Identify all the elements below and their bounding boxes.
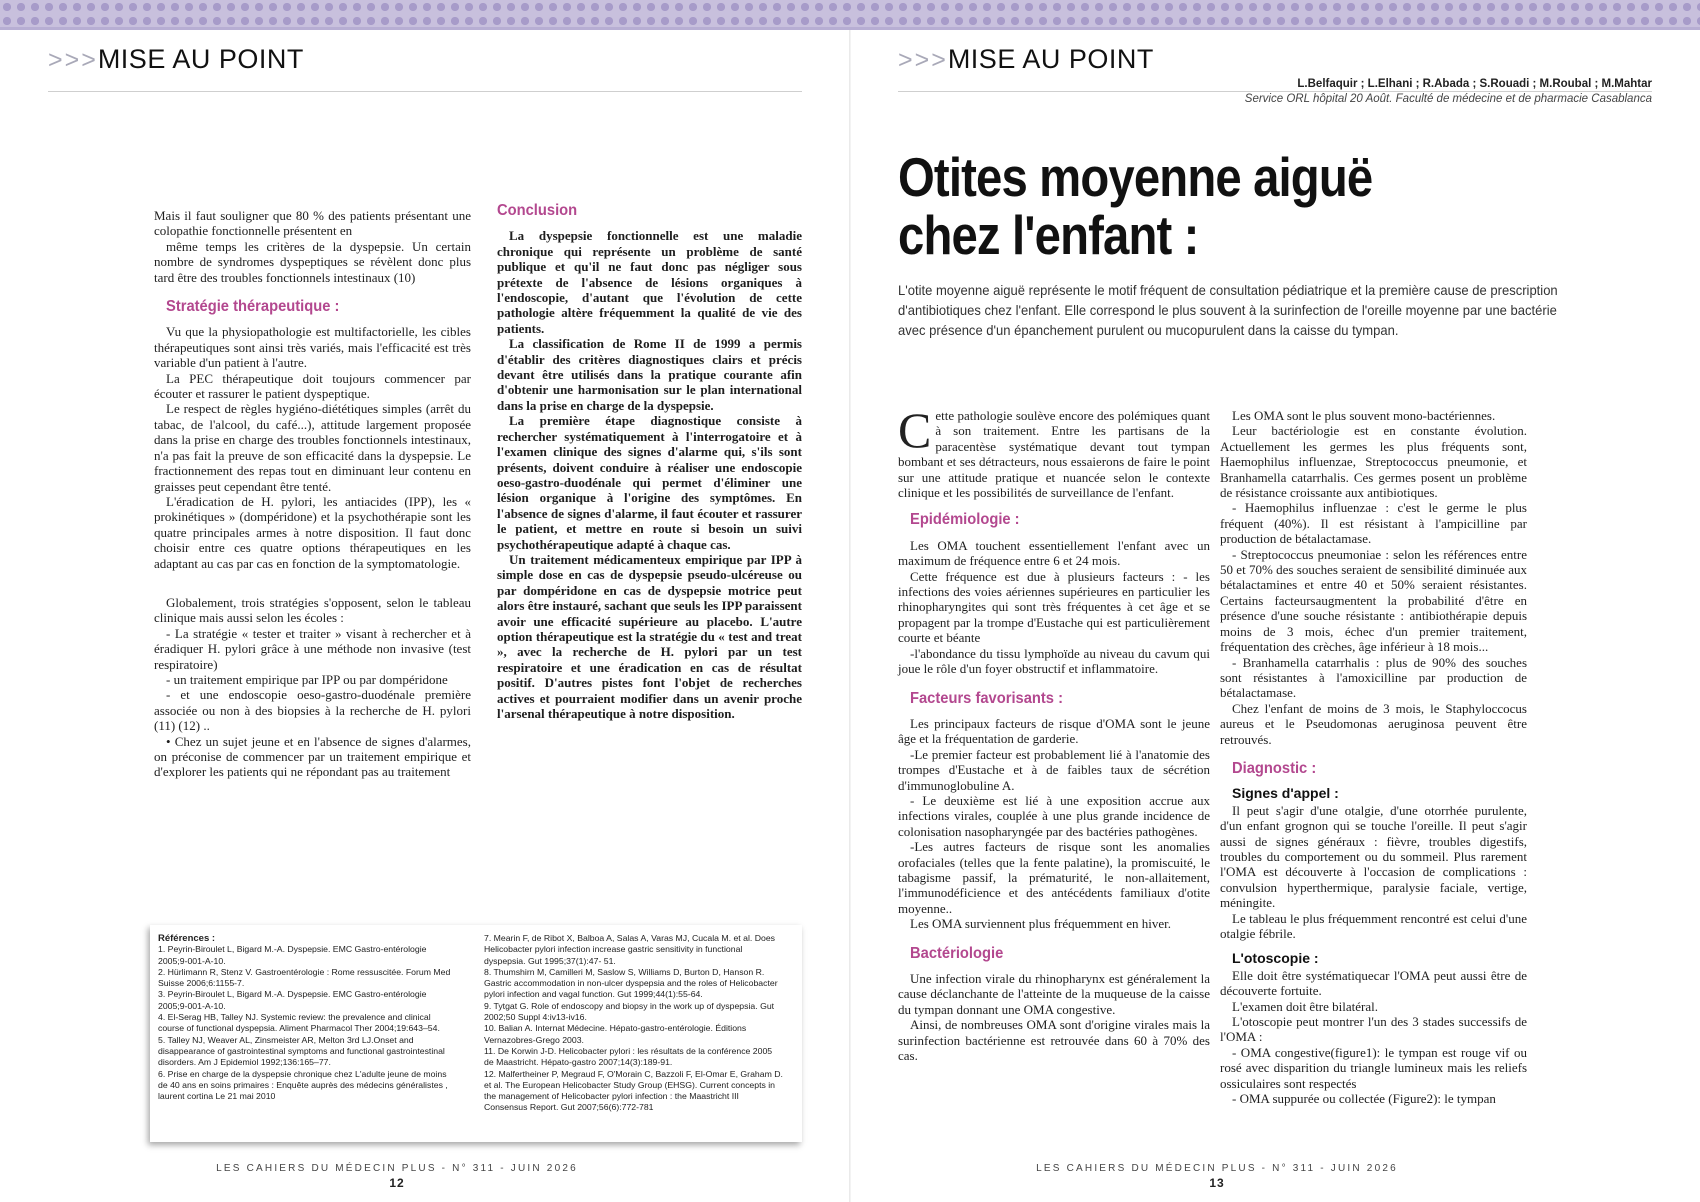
reference-item: 5. Talley NJ, Weaver AL, Zinsmeister AR, Melton 3rd LJ.Onset and disappearance of gastrointestinal symptoms and functional gastrointestinal disorders. Am J Epidemiol 1992;136:165–77. xyxy=(158,1034,445,1068)
paragraph: Un traitement médicamenteux empirique par IPP à simple dose en cas de dyspepsie pseudo-ulcéreuse ou par dompéridone en cas de dyspepsie motrice peut alors être instauré, sachant que seuls les IPP paraissent avoir une efficacité supérieure au placebo. L'autre option thérapeutique est la stratégie du « test and treat », avec la recherche de H. pylori par un test respiratoire et une éradication en cas de résultat positif. D'autres pistes font l'objet de recherches actives et pourraient modifier dans un avenir proche l'arsenal thérapeutique à notre disposition. xyxy=(497,551,802,721)
paragraph: La première étape diagnostique consiste à rechercher systématiquement à l'interrogatoire et à l'examen clinique des signes d'alarme qui, s'ils sont présents, doivent conduire à réaliser une endoscopie oeso-gastro-duodénale qui permet d'éliminer une lésion organique à l'origine des symptômes. En l'absence de signes d'alarme, il faut écouter et rassurer le patient, et mettre en route si besoin un suivi psychothérapeutique adapté à chaque cas. xyxy=(497,413,802,552)
paragraph: L'examen doit être bilatéral. xyxy=(1232,998,1378,1014)
reference-item: 4. El-Serag HB, Talley NJ. Systemic review: the prevalence and clinical course of functional dyspepsia. Aliment Pharmacol Ther 2004;19:643–54. xyxy=(158,1012,440,1034)
title-line: Otites moyenne aiguë xyxy=(898,146,1373,208)
paragraph: - La stratégie « tester et traiter » visant à rechercher et à éradiquer H. pylori grâce à une méthode non invasive (test respiratoire) xyxy=(154,625,471,672)
paragraph: Les OMA surviennent plus fréquemment en hiver. xyxy=(910,916,1172,932)
article-title xyxy=(898,148,1552,264)
page-footer xyxy=(0,1163,822,1190)
heading-otoscopie: L'otoscopie : xyxy=(1232,950,1319,967)
intro-text: ette pathologie soulève encore des polémiques quant à son traitement. Entre les partisans de la paracentèse systématique devant tout tympan bombant et ses détracteurs, nous essaierons de faire le point sur une attitude pratique et nuancée selon le contexte clinique et les possibilités de surveillance de l'enfant. xyxy=(898,408,1210,501)
paragraph: L'éradication de H. pylori, les antiacides (IPP), les « prokinétiques » (dompéridone) et la psychothérapie sont les quatre principales armes à notre disposition. Il faut donc choisir entre ces quatre options thérapeutiques en les adaptant au cas par cas en fonction de la symptomatologie. xyxy=(154,493,471,571)
left-page xyxy=(0,30,850,1202)
arrows-decoration: >>> xyxy=(48,46,98,74)
heading-epidemiologie: Epidémiologie : xyxy=(910,511,1020,529)
paragraph: - Le deuxième est lié à une exposition accrue aux infections virales, couplée à une plus grande incidence de colonisation nasopharyngée par des bactéries pathogènes. xyxy=(898,792,1210,839)
page-footer xyxy=(792,1163,1642,1190)
paragraph: • Chez un sujet jeune et en l'absence de signes d'alarmes, on préconise de commencer par un traitement empirique et d'explorer les patients qui ne répondant pas au traitement xyxy=(154,733,471,780)
paragraph: Globalement, trois stratégies s'opposent, selon le tableau clinique mais aussi selon les écoles : xyxy=(154,594,471,626)
paragraph: - Streptococcus pneumoniae : selon les références entre 50 et 70% des souches seraient de sensibilité diminuée aux bétalactamines et entre 40 et 50% seraient résistantes. Certains facteursaugmentent la probabilité d'être en présence d'une souche résistante : antibiothérapie depuis moins de 3 mois, échec d'un premier traitement, fréquentation des crèches, âge inférieur à 18 mois... xyxy=(1220,546,1527,655)
heading-signes-appel: Signes d'appel : xyxy=(1232,785,1339,802)
arrows-decoration: >>> xyxy=(898,46,948,74)
authors: L.Belfaquir ; L.Elhani ; R.Abada ; S.Rouadi ; M.Roubal ; M.Mahtar xyxy=(1297,78,1652,90)
reference-item: 10. Balian A. Internat Médecine. Hépato-gastro-entérologie. Éditions Vernazobres-Grego 2003. xyxy=(484,1023,747,1045)
references-box xyxy=(150,925,802,1142)
page-number: 12 xyxy=(389,1176,405,1190)
reference-item: 7. Mearin F, de Ribot X, Balboa A, Salas A, Varas MJ, Cucala M. et al. Does Helicobacter pylori infection increase gastric sensitivity in functional dyspepsia. Gut 1995;37(1):47- 51. xyxy=(484,933,776,966)
paragraph: -Le premier facteur est probablement lié à l'anatomie des trompes d'Eustache et à de faibles taux de sécrétion d'immunoglobuline A. xyxy=(898,746,1210,793)
section-label: MISE AU POINT xyxy=(947,44,1154,74)
references-left-column xyxy=(158,933,458,1102)
paragraph: Ainsi, de nombreuses OMA sont d'origine virales mais la surinfection bactérienne est retrouvée dans 60 à 70% des cas. xyxy=(898,1017,1210,1064)
right-column-2 xyxy=(1220,408,1527,1106)
paragraph: - Haemophilus influenzae : c'est le germe le plus fréquent (40%). Il est résistant à l'ampicilline par production de bétalactamase. xyxy=(1220,500,1527,547)
decorative-top-band xyxy=(0,0,1700,30)
paragraph: Elle doit être systématiquecar l'OMA peut aussi être de découverte fortuite. xyxy=(1220,967,1527,999)
magazine-name: LES CAHIERS DU MÉDECIN PLUS - N° 311 - JUIN 2026 xyxy=(216,1163,578,1174)
paragraph: Vu que la physiopathologie est multifactorielle, les cibles thérapeutiques sont ainsi très variés, mais l'efficacité est très variable d'un patient à l'autre. xyxy=(154,324,471,371)
paragraph: -l'abondance du tissu lymphoïde au niveau du cavum qui joue le rôle d'un foyer obstructif et inflammatoire. xyxy=(898,645,1210,677)
paragraph: Le tableau le plus fréquemment rencontré est celui d'une otalgie fébrile. xyxy=(1220,910,1527,941)
section-header xyxy=(48,44,802,92)
left-column-1 xyxy=(154,208,471,780)
paragraph: Une infection virale du rhinopharynx est généralement la cause déclanchante de l'atteinte de la muqueuse de la caisse du tympan donnant une OMA congestive. xyxy=(898,971,1210,1017)
heading-bacteriologie: Bactériologie xyxy=(910,944,1004,962)
paragraph: L'otoscopie peut montrer l'un des 3 stades successifs de l'OMA : xyxy=(1220,1014,1527,1045)
drop-cap: C xyxy=(898,402,932,458)
intro-paragraph xyxy=(898,402,1210,501)
lead-paragraph: L'otite moyenne aiguë représente le motif fréquent de consultation pédiatrique et la première cause de prescription d'antibiotiques chez l'enfant. Elle correspond le plus souvent à la surinfection de l'oreille moyenne par une bactérie avec présence d'un épanchement purulent ou mucopurulent dans la caisse du tympan. xyxy=(898,282,1558,338)
section-label: MISE AU POINT xyxy=(97,44,304,74)
paragraph: - OMA suppurée ou collectée (Figure2): le tympan xyxy=(1232,1091,1496,1107)
paragraph: Mais il faut souligner que 80 % des patients présentant une colopathie fonctionnelle présentent en xyxy=(154,208,471,239)
right-column-1 xyxy=(898,402,1210,1064)
paragraph: Cette fréquence est due à plusieurs facteurs : - les infections des voies aériennes supérieures en particulier les rhinopharyngites qui sont très fréquentes à cet âge et se propagent par la trompe d'Eustache qui est particulièrement courte et béante xyxy=(898,568,1210,646)
reference-item: 11. De Korwin J-D. Helicobacter pylori : les résultats de la conférence 2005 de Maastricht. Hépato-gastro 2007;14(3):189-91. xyxy=(484,1045,773,1068)
paragraph: même temps les critères de la dyspepsie. Un certain nombre de syndromes dyspeptiques se révèlent donc plus tard être des troubles fonctionnels intestinaux (10) xyxy=(154,238,471,285)
paragraph: Il peut s'agir d'une otalgie, d'une otorrhée purulente, d'un enfant grognon qui se touche l'oreille. Il peut s'agir aussi de signes généraux : fièvre, troubles digestifs, troubles du comportement ou du sommeil. Plus rarement l'OMA est découverte à l'occasion de complications : convulsion hyperthermique, paralysie faciale, vertige, méningite. xyxy=(1220,802,1527,911)
paragraph: - un traitement empirique par IPP ou par dompéridone xyxy=(166,671,448,687)
title-line: chez l'enfant : xyxy=(898,204,1199,266)
paragraph: Les principaux facteurs de risque d'OMA sont le jeune âge et la fréquentation de garderie. xyxy=(898,715,1210,747)
paragraph: - Branhamella catarrhalis : plus de 90% des souches sont résistantes à l'amoxicilline par production de bétalactamase. xyxy=(1220,654,1527,701)
left-column-2 xyxy=(497,203,802,721)
heading-facteurs: Facteurs favorisants : xyxy=(910,689,1063,707)
reference-item: 2. Hürlimann R, Stenz V. Gastroentérologie : Rome ressuscitée. Forum Med Suisse 2006;6:1155-7. xyxy=(158,966,451,989)
paragraph: La dyspepsie fonctionnelle est une maladie chronique qui représente un problème de santé publique et qu'il ne faut donc pas négliger sous prétexte de l'absence de lésions organiques à l'endoscopie, d'autant que l'évolution de cette pathologie altère fréquemment la qualité de vie des patients. xyxy=(497,228,802,336)
paragraph: Les OMA sont le plus souvent mono-bactériennes. xyxy=(1232,408,1496,423)
reference-item: 8. Thumshirn M, Camilleri M, Saslow S, Williams D, Burton D, Hanson R. Gastric accommodation in non-ulcer dyspepsia and the roles of Helicobacter pylori infection and vagal function. Gut 1999;44(1):55-64. xyxy=(484,966,778,1000)
reference-item: 6. Prise en charge de la dyspepsie chronique chez L'adulte jeune de moins de 40 ans en soins primaires : Enquête auprès des médecins généralistes , laurent cortina Le 21 mai 2010 xyxy=(158,1068,448,1102)
page-number: 13 xyxy=(1209,1176,1225,1190)
paragraph: - OMA congestive(figure1): le tympan est rouge vif ou rosé avec disparition du triangle lumineux mais les reliefs ossiculaires sont respectés xyxy=(1220,1044,1527,1091)
right-page xyxy=(850,30,1700,1202)
magazine-name: LES CAHIERS DU MÉDECIN PLUS - N° 311 - JUIN 2026 xyxy=(1036,1163,1398,1174)
paragraph: Leur bactériologie est en constante évolution. Actuellement les germes les plus fréquents sont, Haemophilus influenzae, Streptococcus pneumonie, et Branhamella catarrhalis. Ces germes posent un problème de résistance croissante aux antibiotiques. xyxy=(1220,423,1527,501)
references-right-column xyxy=(484,933,784,1114)
paragraph: - et une endoscopie oeso-gastro-duodénale première associée ou non à des biopsies à la recherche de H. pylori (11) (12) .. xyxy=(154,687,471,734)
reference-item: 12. Malfertheiner P, Megraud F, O'Morain C, Bazzoli F, El-Omar E, Graham D. et al. The European Helicobacter Study Group (EHSG). Current concepts in the management of Helicobacter pylori infection : the Maastricht III Consensus Report. Gut 2007;56(6):772-781 xyxy=(484,1068,783,1113)
reference-item: 3. Peyrin-Biroulet L, Bigard M.-A. Dyspepsie. EMC Gastro-entérologie 2005;9-001-A-10. xyxy=(158,989,427,1011)
paragraph: La classification de Rome II de 1999 a permis d'établir des critères diagnostiques clairs et précis devant être utilisés dans la pratique courante afin d'obtenir une harmonisation sur le plan international dans la prise en charge de la dyspepsie. xyxy=(497,336,802,413)
paragraph: Les OMA touchent essentiellement l'enfant avec un maximum de fréquence entre 6 et 24 mois. xyxy=(898,537,1210,569)
paragraph: La PEC thérapeutique doit toujours commencer par écouter et rassurer le patient dyspeptique. xyxy=(154,370,471,402)
references-title: Références : xyxy=(158,933,216,944)
affiliation: Service ORL hôpital 20 Août. Faculté de médecine et de pharmacie Casablanca xyxy=(1244,93,1652,105)
paragraph: Chez l'enfant de moins de 3 mois, le Staphyloccocus aureus et le Pseudomonas aeruginosa peuvent être retrouvés. xyxy=(1220,700,1527,747)
heading-strategie: Stratégie thérapeutique : xyxy=(166,298,340,316)
heading-conclusion: Conclusion xyxy=(497,202,578,219)
reference-item: 9. Tytgat G. Role of endoscopy and biopsy in the work up of dyspepsia. Gut 2002;50 Suppl 4:iv13-iv16. xyxy=(484,1000,775,1023)
paragraph: -Les autres facteurs de risque sont les anomalies orofaciales (telles que la fente palatine), la promiscuité, le tabagisme passif, la prématurité, le non-allaitement, l'immunodéficience et des antécédents familiaux d'otite moyenne.. xyxy=(898,839,1210,916)
reference-item: 1. Peyrin-Biroulet L, Bigard M.-A. Dyspepsie. EMC Gastro-entérologie 2005;9-001-A-10. xyxy=(158,944,427,966)
heading-diagnostic: Diagnostic : xyxy=(1232,759,1317,777)
paragraph: Le respect de règles hygiéno-diététiques simples (arrêt du tabac, de l'alcool, du café...), attitude largement proposée dans la prise en charge des troubles fonctionnels intestinaux, n'a pas fait la preuve de son efficacité dans la dyspepsie. Le fractionnement des repas tout en diminuant leur contenu en graisses peut cependant être tenté. xyxy=(154,401,471,494)
